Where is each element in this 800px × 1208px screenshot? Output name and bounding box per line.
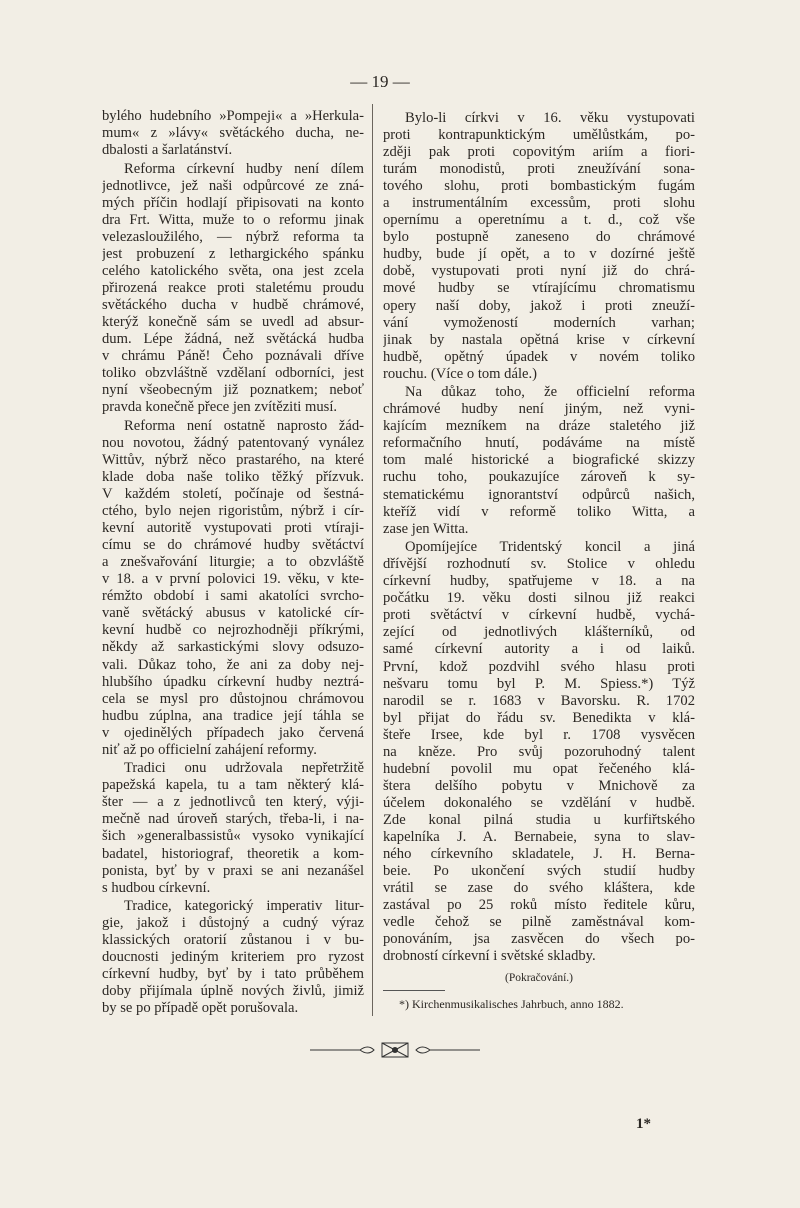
text-line: papežská kapela, tu a tam některý klá-	[102, 777, 364, 794]
text-line: mečně nad úroveň starých, třeba-li, i na-	[102, 811, 364, 828]
text-line: badatel, historiograf, theoretik a kom-	[102, 845, 364, 862]
text-line: ponováním, jsa zasvěcen do všech po-	[383, 931, 695, 948]
text-line: církevní hudby, spatřujeme v 18. a na	[383, 573, 695, 590]
text-line: nou novotou, žádný patentovaný vynález	[102, 434, 364, 451]
right-column-body	[383, 110, 695, 965]
text-line: chrámové hudby není jiným, než vyni-	[383, 401, 695, 418]
text-line: proti kontrapunktickým umělůstkám, po-	[383, 127, 695, 144]
text-line: proti světáctví v církevní hudbě, vychá-	[383, 607, 695, 624]
text-line: zději pak proti copovitým ariím a fiori-	[383, 144, 695, 161]
text-line: kajícím mezníkem na dráze staletého již	[383, 418, 695, 435]
text-line: tom malé historické a biografické skizzy	[383, 452, 695, 469]
text-line: mých příčin hodlají připisovati na konto	[102, 194, 364, 211]
text-line: v 18. a v první polovici 19. věku, v kte-	[102, 571, 364, 588]
continuation-note: (Pokračování.)	[504, 972, 574, 985]
text-line: byl přijat do řádu sv. Benedikta v klá-	[383, 709, 695, 726]
text-line: jednotlivce, jež naši odpůrcové ze zná-	[102, 177, 364, 194]
paragraph	[102, 161, 364, 417]
text-line: ného církevního skladatele, J. H. Berna-	[383, 846, 695, 863]
text-line: někdy až sarkastickými slovy odsuzo-	[102, 639, 364, 656]
text-line: kterýž konečně sám se uvedl ad absur-	[102, 314, 364, 331]
text-line: Reforma není ostatně naprosto žád-	[124, 417, 364, 434]
text-line: bylo postupně zaneseno do chrámové	[383, 229, 695, 246]
text-line: pravda konečně přece jen zvítěziti musí.	[102, 399, 338, 416]
text-line: vrátil se zase do svého kláštera, kde	[383, 880, 695, 897]
text-line: V každém století, počínaje od šestná-	[102, 486, 364, 503]
text-line: címu se do chrámové hudby světáctví	[102, 537, 364, 554]
text-line: hudby, bude jí opět, a to v dozírné ještě	[383, 246, 695, 263]
paragraph	[102, 760, 364, 896]
text-line: mum« z »lávy« světáckého ducha, ne-	[102, 125, 364, 142]
text-line: v chrámu Páně! Čeho poznávali dříve	[102, 348, 364, 365]
ornament-divider-icon	[310, 1040, 480, 1060]
paragraph	[383, 384, 695, 537]
text-line: dbalosti a šarlatánství.	[102, 142, 233, 159]
text-line: toliko obzvláštně vzdělaní odborníci, jest	[102, 365, 364, 382]
text-line: šteře Irsee, kde byl r. 1708 vysvěcen	[383, 726, 695, 743]
text-line: klassických oratorií zůstanou i v bu-	[102, 932, 364, 949]
text-line: ruchu toho, poukazujíce zároveň k sy-	[383, 469, 695, 486]
text-line: gie, jakož i důstojný a cudný výraz	[102, 915, 364, 932]
text-line: samé církevní autority a i od laiků.	[383, 641, 695, 658]
text-line: jest probuzení z lethargického spánku	[102, 245, 364, 262]
text-line: vali. Důkaz toho, že ani za doby nej-	[102, 656, 364, 673]
text-line: kevní hudbě co nejrozhodněji příkrými,	[102, 622, 364, 639]
text-line: kapelníka J. A. Bernabeie, syna to slav-	[383, 828, 695, 845]
text-line: ponista, byť by v praxi se ani nezanášel	[102, 862, 364, 879]
text-line: bylého hudebního »Pompeji« a »Herkula-	[102, 108, 364, 124]
text-line: době, vystupovati proti nyní již do chrá-	[383, 263, 695, 280]
text-line: kteříž vidí v reformě toliko Witta, a	[383, 503, 695, 520]
text-line: šich »generalbassistů« vysoko vynikající	[102, 828, 364, 845]
text-line: hlubšího úpadku církevní hudby neztrá-	[102, 673, 364, 690]
footnote: *) Kirchenmusikalisches Jahrbuch, anno 1882.	[399, 997, 624, 1012]
text-line: beie. Po ukončení svých studií hudby	[383, 863, 695, 880]
text-line: Na důkaz toho, že officielní reforma	[405, 384, 695, 401]
text-line: s hudbou církevní.	[102, 879, 211, 896]
text-line: Wittův, nýbrž něco prastarého, na které	[102, 451, 364, 468]
text-line: dřívější rozhodnutí sv. Stolice v ohledu	[383, 556, 695, 573]
text-line: účelem dokonalého se vzdělání v hudbě.	[383, 794, 695, 811]
text-line: cela se mysl pro důstojnou chrámovou	[102, 690, 364, 707]
signature-mark: 1*	[636, 1116, 651, 1132]
text-line: klade doba naše toliko těžký přízvuk.	[102, 468, 364, 485]
text-line: vedle čehož se pilně zaměstnával kom-	[383, 914, 695, 931]
text-line: dum. Lépe žádná, než světácká hudba	[102, 331, 364, 348]
text-line: přirozená reakce proti staletému proudu	[102, 279, 364, 296]
text-line: vaně světácký abusus v katolické cír-	[102, 605, 364, 622]
text-line: reformačního hnutí, podáváme na místě	[383, 435, 695, 452]
text-line: doby přijímala úplně nových živlů, jimiž	[102, 983, 364, 1000]
text-line: zase jen Witta.	[383, 520, 469, 537]
text-line: Opomíjejíce Tridentský koncil a jiná	[405, 539, 695, 556]
text-line: šter — a z jednotlivců ten který, výji-	[102, 794, 364, 811]
text-line: a znešvařování liturgie; a to obzvláště	[102, 554, 364, 571]
footnote-rule	[383, 990, 445, 991]
text-line: vání vymožeností moderních varhan;	[383, 314, 695, 331]
text-line: jinak by nastala opětná krise v církevní	[383, 331, 695, 348]
right-column	[383, 110, 695, 1013]
paragraph	[102, 898, 364, 1017]
text-line: Tradice, kategorický imperativ litur-	[124, 898, 364, 915]
text-line: hudbě, opětný úpadek v novém toliko	[383, 348, 695, 365]
text-line: rémžto období i sami akatolíci svrcho-	[102, 588, 364, 605]
text-line: mové hudby se vtírajícímu chromatismu	[383, 280, 695, 297]
text-line: stematickému ignorantství odpůrců našich,	[383, 486, 695, 503]
text-line: doucnosti jediným kriteriem pro ryzost	[102, 949, 364, 966]
text-line: Reforma církevní hudby není dílem	[124, 160, 364, 177]
text-line: Tradici onu udržovala nepřetržitě	[124, 760, 364, 777]
text-line: nešvaru tomu byl P. M. Spiess.*) Týž	[383, 675, 695, 692]
text-line: První, kdož pozdvihl svého hlasu proti	[383, 658, 695, 675]
text-line: zastával po 25 roků místo ředitele kůru,	[383, 897, 695, 914]
text-line: opery naší doby, jakož i proti zneuží-	[383, 297, 695, 314]
column-divider	[372, 104, 373, 1016]
text-line: světáckého ducha v hudbě chrámové,	[102, 297, 364, 314]
text-line: zející od jednotlivých klášterníků, od	[383, 624, 695, 641]
text-line: dra Frt. Witta, muže to o reformu jinak	[102, 211, 364, 228]
text-line: rouchu. (Více o tom dále.)	[383, 365, 537, 382]
text-line: niť až po officielní zahájení reformy.	[102, 741, 317, 758]
paragraph	[383, 110, 695, 383]
page-number: — 19 —	[350, 72, 410, 91]
text-line: by se po případě opět porušovala.	[102, 1000, 299, 1017]
text-line: na kněze. Pro svůj pozoruhodný talent	[383, 743, 695, 760]
text-line: velezasloužilého, — nýbrž reforma ta	[102, 228, 364, 245]
text-line: hudební povolil mu opat řečeného klá-	[383, 760, 695, 777]
text-line: Zde konal pilná studia u kurfiřtského	[383, 811, 695, 828]
text-line: tového slohu, proti bombastickým fugám	[383, 178, 695, 195]
left-column	[102, 108, 364, 1019]
text-line: narodil se r. 1683 v Bavorsku. R. 1702	[383, 692, 695, 709]
text-line: ctého, bylo nejen rigoristům, nýbrž i cír-	[102, 503, 364, 520]
text-line: celého katolického světa, ona jest zcela	[102, 262, 364, 279]
text-line: v ojedinělých případech jako červená	[102, 724, 364, 741]
text-line: štera delšího pobytu v Mnichově za	[383, 777, 695, 794]
paragraph	[102, 108, 364, 159]
text-line: hudbu zúplna, ana tradice její táhla se	[102, 707, 364, 724]
paragraph	[383, 539, 695, 965]
text-line: kevní autoritě vystupovati proti vtíraji-	[102, 520, 364, 537]
text-line: drobností církevní i světské skladby.	[383, 948, 596, 965]
text-line: Bylo-li církvi v 16. věku vystupovati	[405, 110, 695, 126]
paragraph	[102, 418, 364, 759]
text-line: turám monodistů, proti zneužívání sona-	[383, 161, 695, 178]
text-line: a instrumentálním excessům, proti slohu	[383, 195, 695, 212]
text-line: církevní hudby, byť by i tato průběhem	[102, 966, 364, 983]
text-line: počátku 19. věku dosti silnou již reakci	[383, 590, 695, 607]
text-line: nyní všeobecným již poznatkem; neboť	[102, 382, 364, 399]
text-line: opernímu a operetnímu a t. d., což vše	[383, 212, 695, 229]
